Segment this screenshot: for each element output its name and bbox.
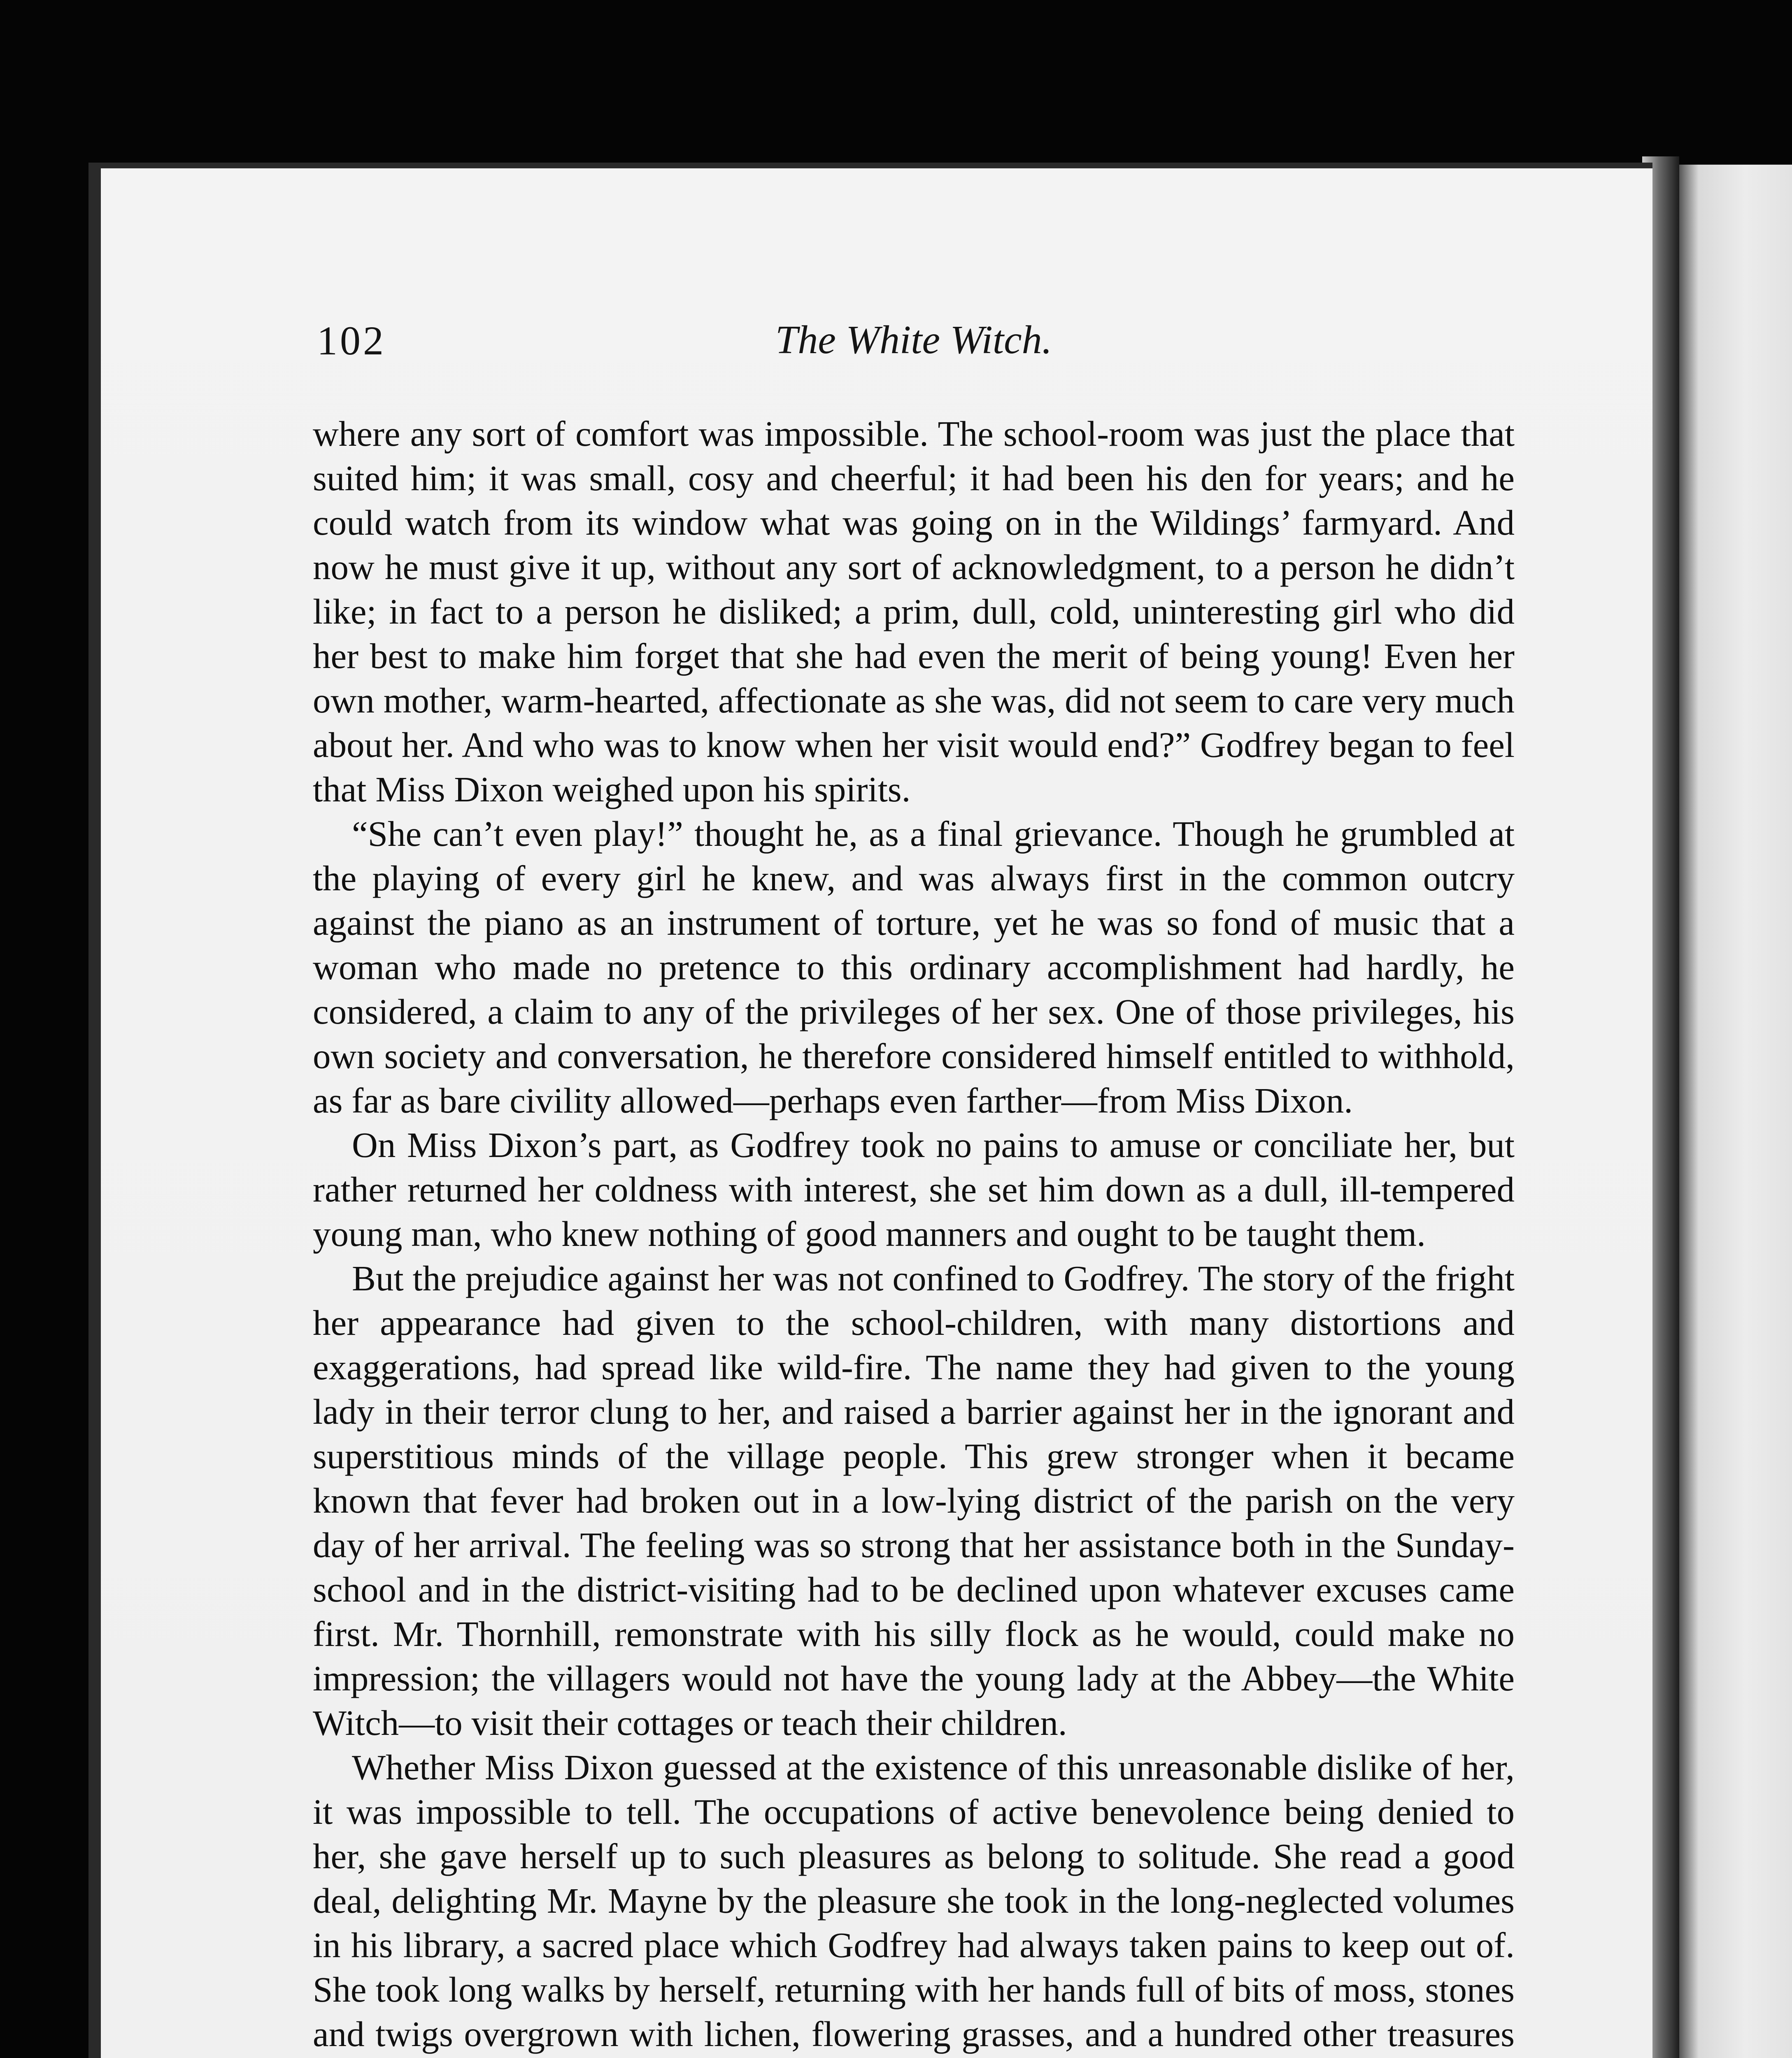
adjacent-page-edge bbox=[1675, 165, 1792, 2058]
page-number: 102 bbox=[317, 318, 386, 363]
paragraph: where any sort of comfort was impossible. The school-room was just the place that suited him; it was small, cosy and cheerful; it had been his den for years; and he could watch from its window what was going on in the Wildings’ farmyard. And now he must give it up, without any sort of acknowledgment, to a person he didn’t like; in fact to a person he disliked; a prim, dull, cold, uninteresting girl who did her best to make him forget that she had even the merit of being young! Even her own mother, warm-hearted, affectionate as she was, did not seem to care very much about her. And who was to know when her visit would end?” Godfrey began to feel that Miss Dixon weighed upon his spirits. bbox=[313, 414, 1515, 809]
paragraph: “She can’t even play!” thought he, as a final grievance. Though he grumbled at the playing of every girl he knew, and was always first in the common outcry against the piano as an instrument of torture, yet he was so fond of music that a woman who made no pretence to this ordinary accomplishment had hardly, he considered, a claim to any of the privileges of her sex. One of those privileges, his own society and conversation, he therefore considered himself entitled to withhold, as far as bare civility allowed—perhaps even farther—from Miss Dixon. bbox=[313, 814, 1515, 1120]
body-text bbox=[313, 412, 1515, 2058]
paragraph: On Miss Dixon’s part, as Godfrey took no pains to amuse or conciliate her, but rather returned her coldness with interest, she set him down as a dull, ill-tempered young man, who knew nothing of good manners and ought to be taught them. bbox=[313, 1125, 1515, 1254]
paragraph: Whether Miss Dixon guessed at the existence of this unreasonable dislike of her, it was impossible to tell. The occupations of active benevolence being denied to her, she gave herself up to such pleasures as belong to solitude. She read a good deal, delighting Mr. Mayne by the pleasure she took in the long-neglected volumes in his library, a sacred place which Godfrey had always taken pains to keep out of. She took long walks by herself, returning with her hands full of bits of moss, stones and twigs overgrown with lichen, flowering grasses, and a hundred other treasures bbox=[313, 1747, 1515, 2054]
book-title: The White Witch. bbox=[775, 318, 1052, 362]
running-head bbox=[317, 317, 1510, 375]
paragraph: But the prejudice against her was not confined to Godfrey. The story of the fright her appearance had given to the school-children, with many distortions and exaggerations, had spread like wild-fire. The name they had given to the young lady in their terror clung to her, and raised a barrier against her in the ignorant and superstitious minds of the village people. This grew stronger when it became known that fever had broken out in a low-lying district of the parish on the very day of her arrival. The feeling was so strong that her assistance both in the Sunday-school and in the district-visiting had to be declined upon whatever excuses came first. Mr. Thornhill, remonstrate with his silly flock as he would, could make no impression; the villagers would not have the young lady at the Abbey—the White Witch—to visit their cottages or teach their children. bbox=[313, 1258, 1515, 1743]
